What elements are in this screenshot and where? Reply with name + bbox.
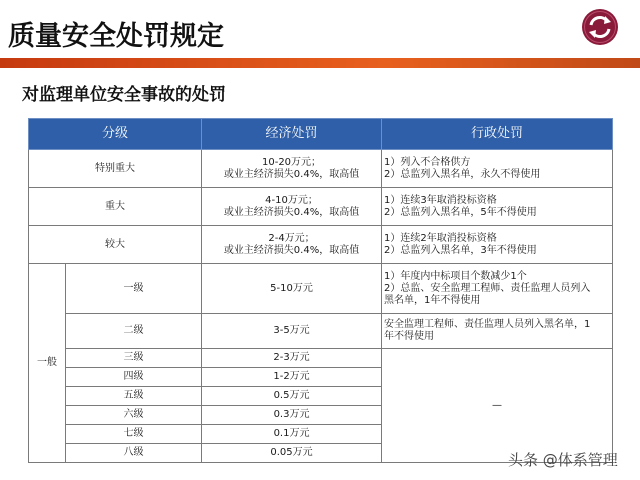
general-category-cell: 一般 [29, 264, 66, 463]
administrative-line: 1）列入不合格供方 [384, 156, 471, 168]
administrative-merged-cell: — [382, 349, 613, 463]
administrative-line: 1）连续3年取消投标资格 [384, 194, 497, 206]
page-title: 质量安全处罚规定 [8, 21, 224, 52]
level-cell: 特别重大 [29, 150, 202, 188]
economic-line: 或业主经济损失0.4%，取高值 [223, 244, 360, 256]
level-cell: 四级 [66, 368, 202, 387]
administrative-line: 2）总监列入黑名单，3年不得使用 [384, 244, 537, 256]
column-header-level: 分级 [29, 119, 202, 150]
administrative-line: 1）连续2年取消投标资格 [384, 232, 497, 244]
table-row [29, 264, 613, 314]
economic-cell: 3-5万元 [202, 314, 382, 349]
level-cell: 二级 [66, 314, 202, 349]
administrative-line: 年不得使用 [384, 331, 435, 342]
administrative-line: 2）总监列入黑名单，永久不得使用 [384, 168, 541, 180]
economic-cell: 1-2万元 [202, 368, 382, 387]
column-header-economic: 经济处罚 [202, 119, 382, 150]
administrative-cell [382, 314, 613, 349]
level-cell: 五级 [66, 387, 202, 406]
table-row [29, 349, 613, 368]
economic-cell [202, 188, 382, 226]
administrative-cell [382, 264, 613, 314]
economic-cell: 2-3万元 [202, 349, 382, 368]
administrative-line: 1）年度内中标项目个数减少1个 [384, 270, 527, 282]
level-cell: 三级 [66, 349, 202, 368]
level-cell: 一级 [66, 264, 202, 314]
economic-line: 或业主经济损失0.4%，取高值 [223, 168, 360, 180]
administrative-cell [382, 226, 613, 264]
administrative-line: 2）总监、安全监理工程师、责任监理人员列入 [384, 282, 591, 294]
level-cell: 重大 [29, 188, 202, 226]
economic-cell: 0.5万元 [202, 387, 382, 406]
table-row [29, 314, 613, 349]
economic-line: 10-20万元； [261, 156, 322, 168]
economic-cell: 0.05万元 [202, 444, 382, 463]
economic-line: 2-4万元； [268, 232, 315, 244]
economic-line: 或业主经济损失0.4%，取高值 [223, 206, 360, 218]
administrative-line: 黑名单，1年不得使用 [384, 294, 481, 306]
level-cell: 七级 [66, 425, 202, 444]
level-cell: 八级 [66, 444, 202, 463]
table-row [29, 188, 613, 226]
administrative-cell [382, 150, 613, 188]
level-cell: 六级 [66, 406, 202, 425]
watermark: 头条 @体系管理 [508, 451, 618, 469]
economic-cell: 0.1万元 [202, 425, 382, 444]
column-header-administrative: 行政处罚 [382, 119, 613, 150]
administrative-line: 2）总监列入黑名单，5年不得使用 [384, 206, 537, 218]
header-divider [0, 58, 640, 68]
administrative-cell [382, 188, 613, 226]
administrative-line: 安全监理工程师、责任监理人员列入黑名单，1 [384, 319, 591, 330]
economic-cell [202, 226, 382, 264]
refresh-arrows-icon [581, 8, 619, 46]
economic-cell: 5-10万元 [202, 264, 382, 314]
economic-cell [202, 150, 382, 188]
economic-line: 4-10万元； [265, 194, 318, 206]
section-subtitle: 对监理单位安全事故的处罚 [22, 85, 226, 105]
level-cell: 较大 [29, 226, 202, 264]
table-row [29, 150, 613, 188]
table-row [29, 226, 613, 264]
penalty-table [28, 118, 613, 463]
economic-cell: 0.3万元 [202, 406, 382, 425]
